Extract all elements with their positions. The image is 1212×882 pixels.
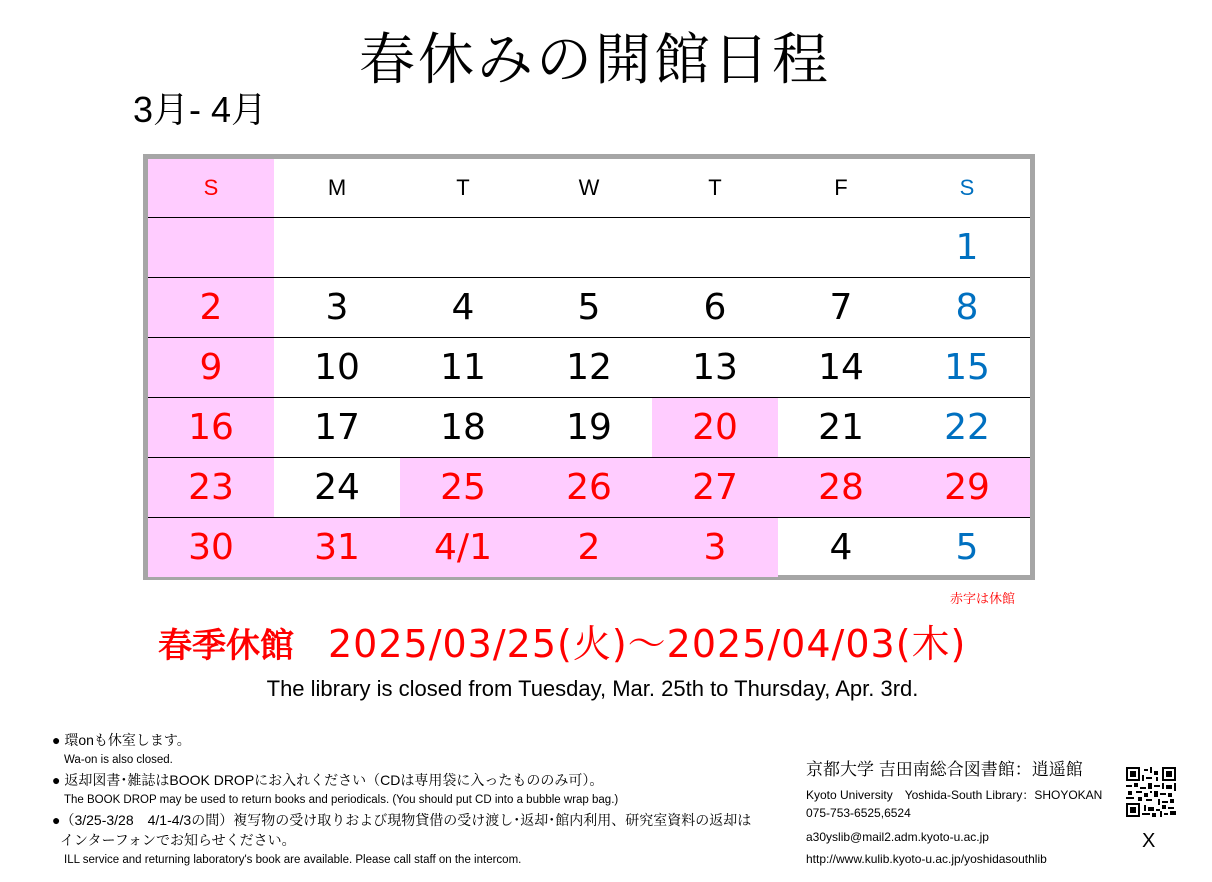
bullet-icon: ● — [52, 772, 61, 788]
calendar-day: 13 — [692, 347, 738, 388]
calendar-day: 20 — [652, 398, 778, 457]
note-3-jp-cont: インターフォンでお知らせください。 — [60, 832, 296, 848]
calendar-day: 5 — [577, 287, 601, 328]
weekday-header: W — [578, 175, 600, 200]
calendar-day: 23 — [148, 458, 274, 517]
month-range: 3月- 4月 — [133, 89, 268, 130]
calendar-day: 28 — [778, 458, 904, 517]
calendar-day — [778, 218, 904, 277]
qr-label: X — [1142, 830, 1156, 852]
library-info — [806, 758, 1102, 868]
calendar-day: 5 — [955, 527, 979, 568]
calendar-day — [148, 218, 274, 277]
calendar-day: 7 — [829, 287, 853, 328]
note-1 — [52, 730, 751, 750]
note-2-en: The BOOK DROP may be used to return books and periodicals. (You should put CD into a bubble wrap bag.) — [64, 794, 619, 806]
weekday-header: S — [959, 175, 975, 200]
library-url[interactable]: http://www.kulib.kyoto-u.ac.jp/yoshidasouthlib — [806, 852, 1047, 866]
calendar-week-row — [148, 458, 1030, 517]
calendar-day: 9 — [148, 338, 274, 397]
calendar-day — [526, 218, 652, 277]
calendar-day: 18 — [440, 407, 486, 448]
calendar-day: 30 — [148, 518, 274, 577]
calendar-week-row — [148, 218, 1030, 277]
calendar-day: 29 — [904, 458, 1030, 517]
calendar-day: 15 — [944, 347, 990, 388]
calendar-day: 4 — [829, 527, 853, 568]
calendar-day: 31 — [274, 518, 400, 577]
calendar-day — [274, 218, 400, 277]
calendar-day: 11 — [440, 347, 486, 388]
calendar-day: 21 — [818, 407, 864, 448]
calendar-day: 4/1 — [400, 518, 526, 577]
calendar-day: 25 — [400, 458, 526, 517]
note-1-en: Wa-on is also closed. — [64, 754, 173, 766]
library-name-en: Kyoto University Yoshida-South Library：SHOYOKAN — [806, 788, 1103, 802]
note-3-jp: （3/25-3/28 4/1-4/3の間）複写物の受け取りおよび現物貸借の受け渡し･返却･館内利用、研究室資料の返却は — [60, 812, 752, 828]
calendar-day: 3 — [652, 518, 778, 577]
closure-dates: 2025/03/25(火)～2025/04/03(木) — [328, 622, 967, 666]
calendar-day: 17 — [314, 407, 360, 448]
calendar-day: 1 — [955, 227, 979, 268]
library-phone: 075-753-6525,6524 — [806, 806, 911, 820]
calendar-day: 27 — [652, 458, 778, 517]
page-title: 春休みの開館日程 — [359, 28, 831, 93]
bullet-icon: ● — [52, 812, 61, 828]
calendar — [143, 154, 1035, 580]
closure-period — [158, 618, 1058, 678]
calendar-day: 19 — [566, 407, 612, 448]
weekday-header: T — [456, 175, 470, 200]
note-3 — [52, 810, 751, 830]
calendar-week-row — [148, 278, 1030, 337]
legend-note: 赤字は休館 — [950, 592, 1016, 607]
note-1-jp: 環onも休室します。 — [64, 732, 191, 748]
calendar-day: 22 — [944, 407, 990, 448]
weekday-header-row — [148, 159, 1030, 217]
note-2-jp: 返却図書･雑誌はBOOK DROPにお入れください（CDは専用袋に入ったもののみ可）。 — [64, 772, 604, 788]
bullet-icon: ● — [52, 732, 61, 748]
closure-english: The library is closed from Tuesday, Mar. 25th to Thursday, Apr. 3rd. — [266, 676, 919, 701]
calendar-week-row — [148, 398, 1030, 457]
calendar-day: 4 — [451, 287, 475, 328]
calendar-week-row — [148, 518, 1030, 577]
weekday-header: T — [708, 175, 722, 200]
note-3-en: ILL service and returning laboratory's book are available. Please call staff on the intercom. — [64, 854, 522, 866]
calendar-day: 2 — [526, 518, 652, 577]
calendar-day: 26 — [526, 458, 652, 517]
weekday-header: S — [148, 159, 274, 217]
calendar-day: 2 — [148, 278, 274, 337]
weekday-header: M — [327, 175, 347, 200]
calendar-day: 6 — [703, 287, 727, 328]
calendar-day: 24 — [314, 467, 360, 508]
calendar-day — [400, 218, 526, 277]
calendar-day: 14 — [818, 347, 864, 388]
calendar-day — [652, 218, 778, 277]
weekday-header: F — [834, 175, 848, 200]
calendar-day: 8 — [955, 287, 979, 328]
library-email[interactable]: a30yslib@mail2.adm.kyoto-u.ac.jp — [806, 830, 989, 844]
qr-code-icon — [1126, 767, 1176, 817]
calendar-week-row — [148, 338, 1030, 397]
calendar-day: 10 — [314, 347, 360, 388]
note-2 — [52, 770, 751, 790]
calendar-day: 16 — [148, 398, 274, 457]
calendar-day: 12 — [566, 347, 612, 388]
notes — [52, 730, 751, 870]
closure-label: 春季休館 — [158, 626, 294, 666]
calendar-day: 3 — [325, 287, 349, 328]
library-name-jp: 京都大学 吉田南総合図書館：逍遥館 — [806, 760, 1083, 779]
